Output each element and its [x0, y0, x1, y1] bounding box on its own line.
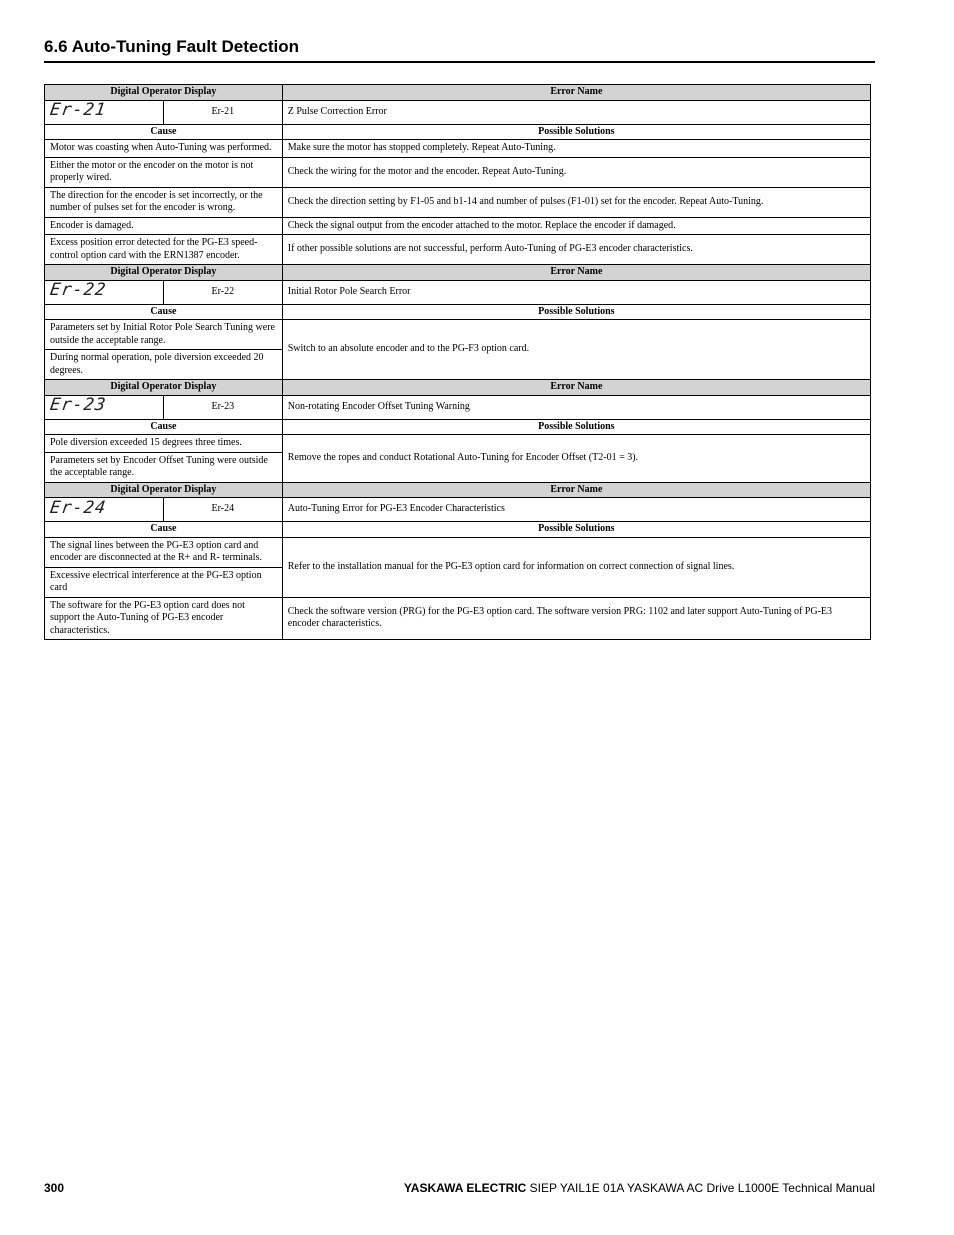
cause-cell: Excess position error detected for the PG-E3 speed-control option card with the ERN1387 encoder. [45, 235, 283, 265]
table-header-row [45, 265, 871, 281]
fault-display-row [45, 395, 871, 419]
solution-cell: Check the wiring for the motor and the encoder. Repeat Auto-Tuning. [282, 157, 870, 187]
seven-segment-display: Er-22 [48, 280, 108, 301]
error-name: Non-rotating Encoder Offset Tuning Warning [282, 395, 870, 419]
solution-cell: If other possible solutions are not successful, perform Auto-Tuning of PG-E3 encoder characteristics. [282, 235, 870, 265]
fault-code: Er-23 [163, 395, 282, 419]
fault-display-row [45, 100, 871, 124]
cause-cell: Excessive electrical interference at the PG-E3 option card [45, 567, 283, 597]
solution-cell: Check the direction setting by F1-05 and b1-14 and number of pulses (F1-01) set for the encoder. Repeat Auto-Tuning. [282, 187, 870, 217]
table-row [45, 235, 871, 265]
table-row [45, 140, 871, 158]
operator-display [45, 280, 164, 304]
cause-cell: During normal operation, pole diversion exceeded 20 degrees. [45, 350, 283, 380]
footer-brand: YASKAWA ELECTRIC [403, 1181, 527, 1195]
fault-code: Er-24 [163, 498, 282, 522]
display-header: Digital Operator Display [45, 380, 283, 396]
table-header-row [45, 85, 871, 101]
cause-cell: Pole diversion exceeded 15 degrees three times. [45, 435, 283, 453]
seven-segment-display: Er-23 [48, 395, 108, 416]
solutions-header: Possible Solutions [282, 304, 870, 320]
cause-cell: The direction for the encoder is set incorrectly, or the number of pulses set for the encoder is wrong. [45, 187, 283, 217]
cause-cell: Motor was coasting when Auto-Tuning was performed. [45, 140, 283, 158]
footer-manual-title [404, 1181, 875, 1195]
error-name-header: Error Name [282, 380, 870, 396]
solutions-header: Possible Solutions [282, 124, 870, 140]
table-row [45, 320, 871, 350]
display-header: Digital Operator Display [45, 482, 283, 498]
fault-code: Er-22 [163, 280, 282, 304]
operator-display [45, 100, 164, 124]
solution-cell: Check the software version (PRG) for the PG-E3 option card. The software version PRG: 1102 and later support Auto-Tuning of PG-E3 encoder characteristics. [282, 597, 870, 640]
cause-cell: The signal lines between the PG-E3 option card and encoder are disconnected at the R+ and R- terminals. [45, 537, 283, 567]
header-divider [44, 61, 875, 63]
fault-display-row [45, 280, 871, 304]
display-header: Digital Operator Display [45, 85, 283, 101]
seven-segment-display: Er-24 [48, 497, 108, 518]
error-name-header: Error Name [282, 85, 870, 101]
error-name-header: Error Name [282, 482, 870, 498]
cause-cell: Either the motor or the encoder on the motor is not properly wired. [45, 157, 283, 187]
cause-header: Cause [45, 419, 283, 435]
table-row [45, 435, 871, 453]
fault-display-row [45, 498, 871, 522]
solutions-header: Possible Solutions [282, 522, 870, 538]
page-number: 300 [44, 1181, 65, 1195]
operator-display [45, 498, 164, 522]
cause-header: Cause [45, 522, 283, 538]
fault-code: Er-21 [163, 100, 282, 124]
subheader-row [45, 419, 871, 435]
cause-header: Cause [45, 124, 283, 140]
solutions-header: Possible Solutions [282, 419, 870, 435]
cause-cell: Parameters set by Initial Rotor Pole Search Tuning were outside the acceptable range. [45, 320, 283, 350]
solution-cell: Refer to the installation manual for the PG-E3 option card for information on correct connection of signal lines. [282, 537, 870, 597]
subheader-row [45, 522, 871, 538]
seven-segment-display: Er-21 [48, 100, 108, 121]
operator-display [45, 395, 164, 419]
error-name: Initial Rotor Pole Search Error [282, 280, 870, 304]
fault-table [44, 84, 871, 640]
page-header [44, 36, 875, 63]
table-header-row [45, 482, 871, 498]
solution-cell: Make sure the motor has stopped completely. Repeat Auto-Tuning. [282, 140, 870, 158]
section-title: 6.6 Auto-Tuning Fault Detection [44, 37, 299, 56]
table-row [45, 187, 871, 217]
footer-manual: SIEP YAIL1E 01A YASKAWA AC Drive L1000E Technical Manual [526, 1181, 875, 1195]
table-header-row [45, 380, 871, 396]
table-row [45, 537, 871, 567]
error-name-header: Error Name [282, 265, 870, 281]
solution-cell: Check the signal output from the encoder attached to the motor. Replace the encoder if damaged. [282, 217, 870, 235]
cause-cell: The software for the PG-E3 option card does not support the Auto-Tuning of PG-E3 encoder characteristics. [45, 597, 283, 640]
table-row [45, 597, 871, 640]
cause-cell: Encoder is damaged. [45, 217, 283, 235]
cause-cell: Parameters set by Encoder Offset Tuning were outside the acceptable range. [45, 452, 283, 482]
subheader-row [45, 304, 871, 320]
subheader-row [45, 124, 871, 140]
cause-header: Cause [45, 304, 283, 320]
solution-cell: Remove the ropes and conduct Rotational Auto-Tuning for Encoder Offset (T2-01 = 3). [282, 435, 870, 483]
error-name: Z Pulse Correction Error [282, 100, 870, 124]
display-header: Digital Operator Display [45, 265, 283, 281]
error-name: Auto-Tuning Error for PG-E3 Encoder Characteristics [282, 498, 870, 522]
solution-cell: Switch to an absolute encoder and to the PG-F3 option card. [282, 320, 870, 380]
table-row [45, 217, 871, 235]
table-row [45, 157, 871, 187]
